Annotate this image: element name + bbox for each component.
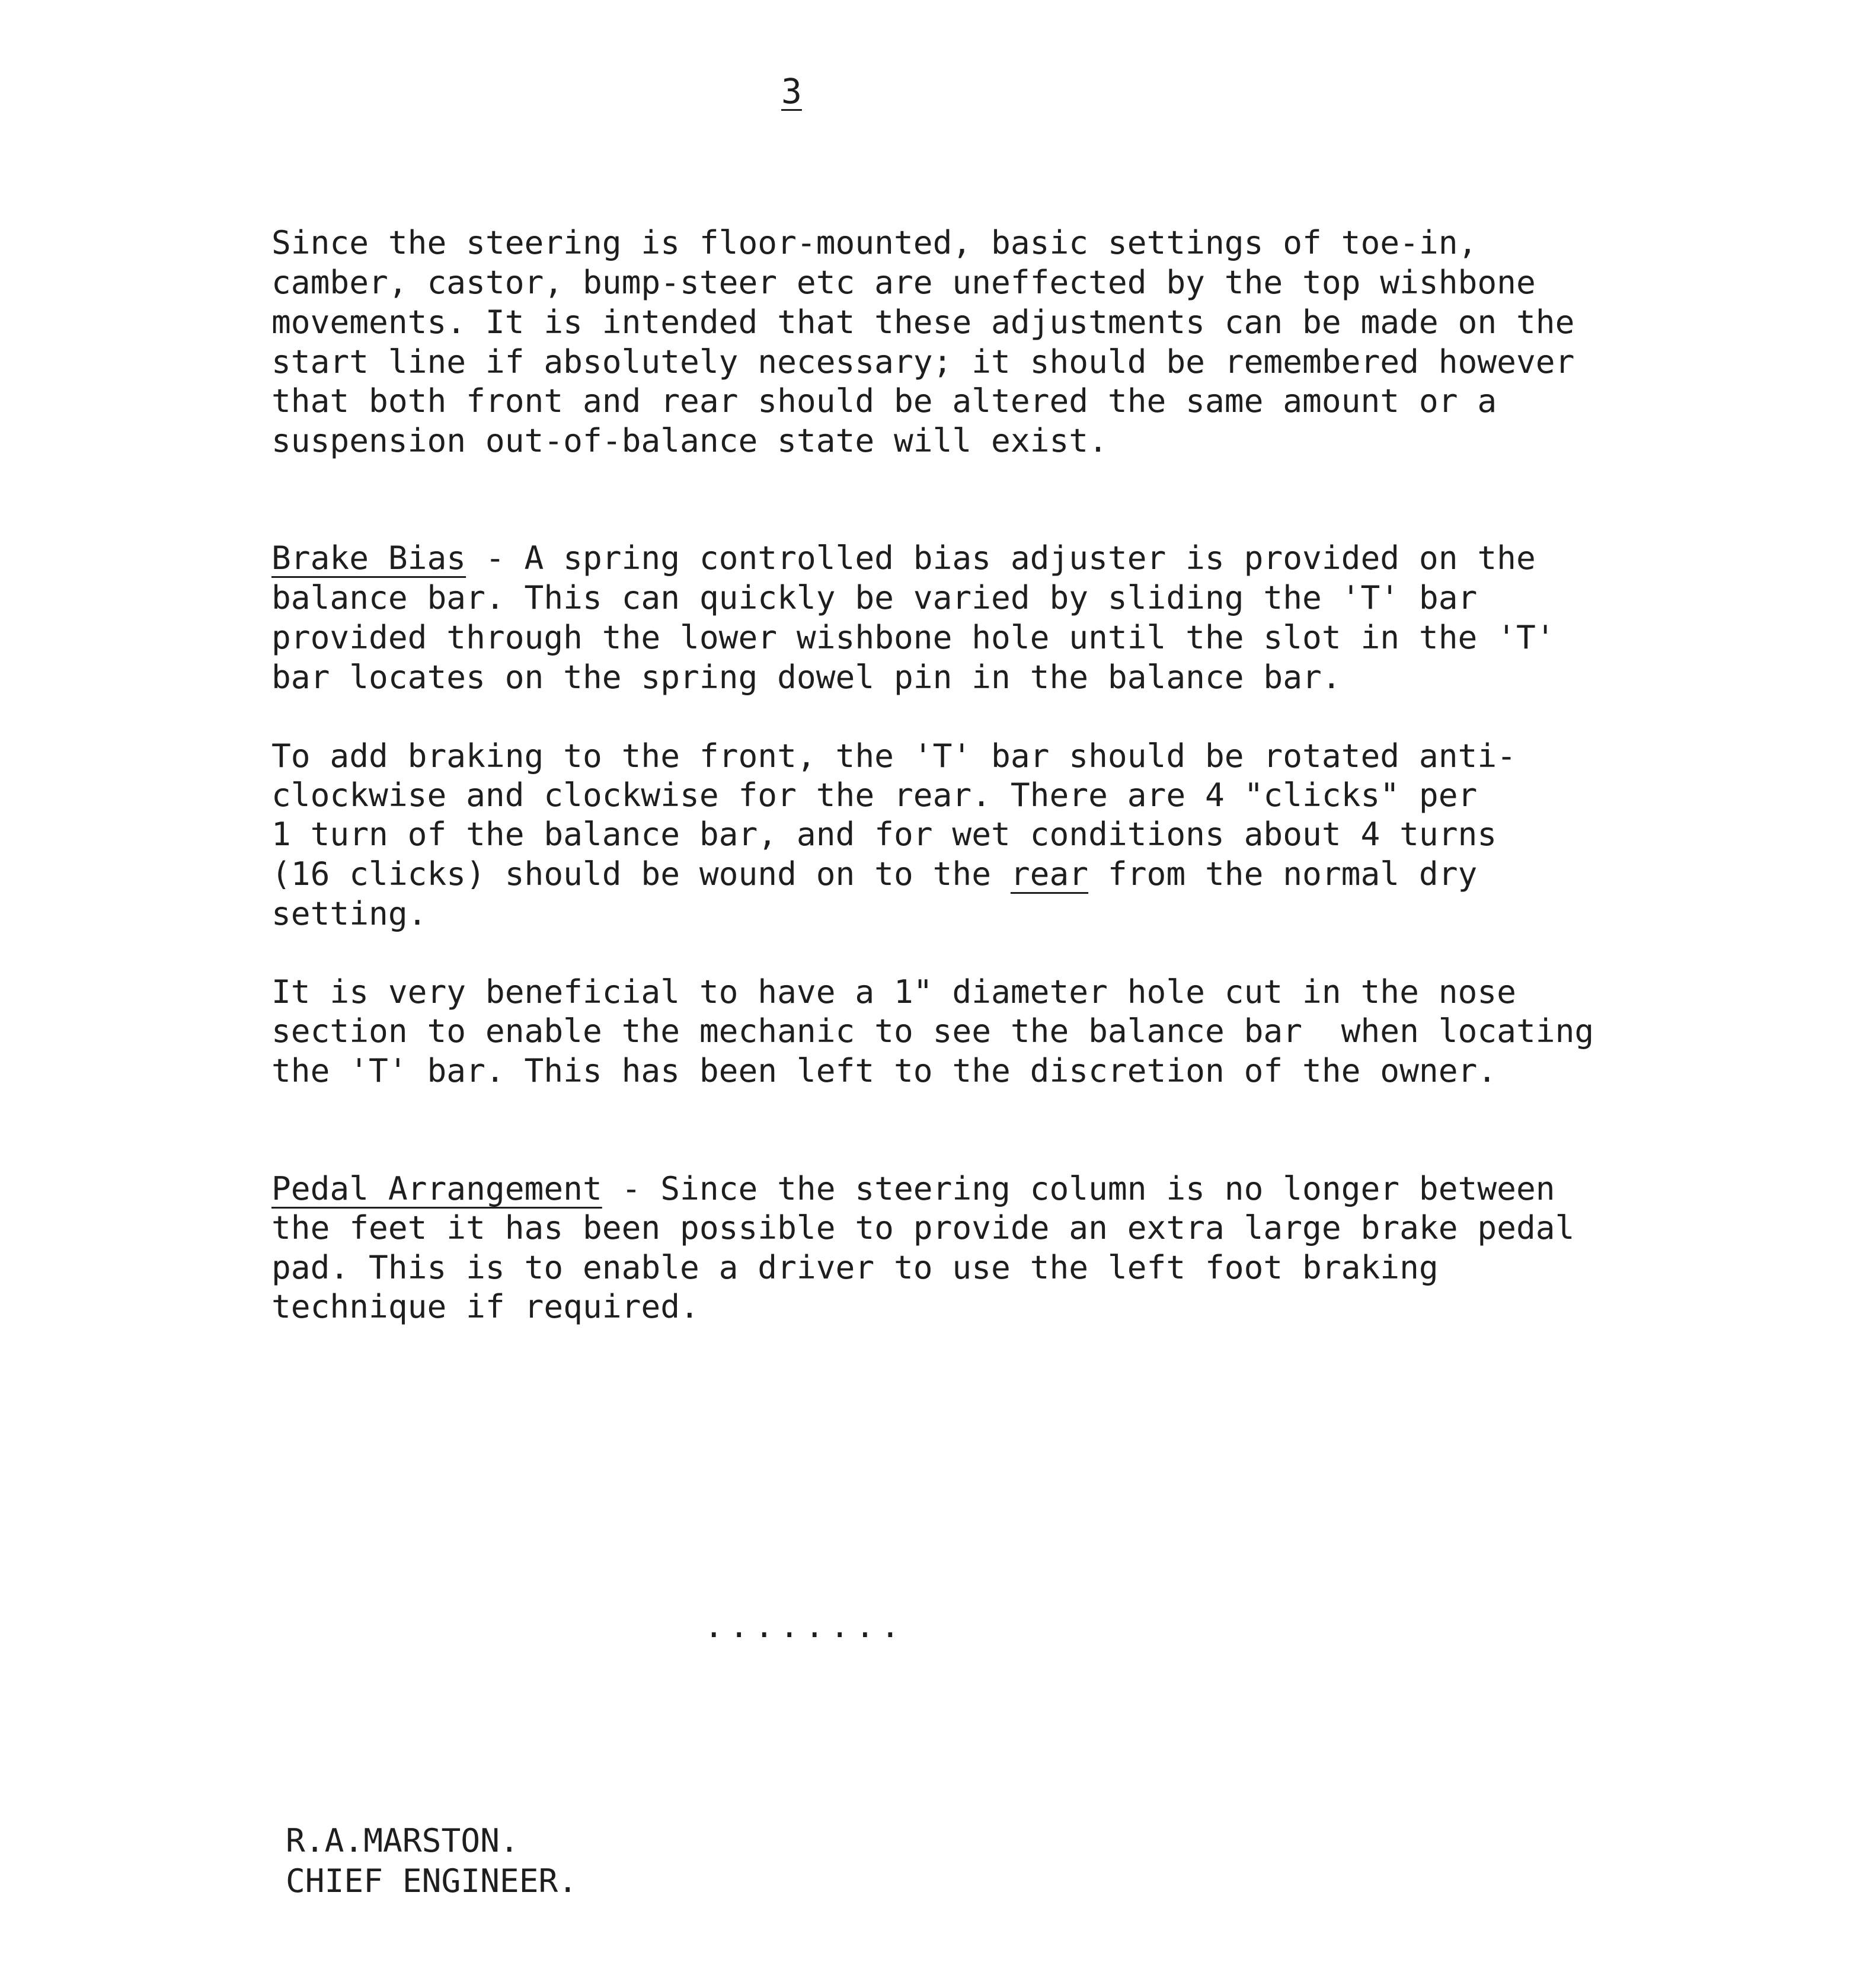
separator-dots: ........ (704, 1607, 906, 1645)
text-span: - Since the steering column is no longer between (602, 1169, 1555, 1207)
text-line: start line if absolutely necessary; it should be remembered however (271, 343, 1575, 381)
text-line: To add braking to the front, the 'T' bar should be rotated anti- (271, 737, 1516, 775)
text-span: (16 clicks) should be wound on to the (271, 855, 1011, 893)
section-heading-brake-bias: Brake Bias (271, 539, 466, 577)
text-line: bar locates on the spring dowel pin in the balance bar. (271, 658, 1341, 696)
text-line: provided through the lower wishbone hole until the slot in the 'T' (271, 618, 1555, 656)
text-line: clockwise and clockwise for the rear. There are 4 "clicks" per (271, 776, 1478, 814)
text-line: movements. It is intended that these adjustments can be made on the (271, 303, 1575, 341)
text-line: the feet it has been possible to provide an extra large brake pedal (271, 1209, 1575, 1247)
text-line (271, 1169, 1555, 1207)
text-line: the 'T' bar. This has been left to the discretion of the owner. (271, 1051, 1497, 1089)
text-line: 1 turn of the balance bar, and for wet conditions about 4 turns (271, 815, 1497, 853)
text-span: - A spring controlled bias adjuster is provided on the (466, 539, 1536, 577)
text-line: suspension out-of-balance state will exist. (271, 421, 1108, 459)
text-line (271, 855, 1478, 893)
text-line: pad. This is to enable a driver to use the left foot braking (271, 1248, 1439, 1286)
text-line: technique if required. (271, 1287, 699, 1325)
text-line: that both front and rear should be altered the same amount or a (271, 382, 1497, 420)
signature-name: R.A.MARSTON. (286, 1821, 519, 1859)
text-line: section to enable the mechanic to see the balance bar when locating (271, 1012, 1594, 1050)
text-line: Since the steering is floor-mounted, basic settings of toe-in, (271, 223, 1478, 261)
text-line: It is very beneficial to have a 1" diameter hole cut in the nose (271, 973, 1516, 1011)
text-line (271, 539, 1536, 577)
text-span: from the normal dry (1088, 855, 1478, 893)
page-number: 3 (781, 71, 802, 111)
text-line: setting. (271, 894, 427, 932)
text-line: camber, castor, bump-steer etc are uneffected by the top wishbone (271, 263, 1536, 301)
emphasis-rear: rear (1010, 855, 1089, 893)
signature-title: CHIEF ENGINEER. (286, 1862, 578, 1900)
section-heading-pedal-arrangement: Pedal Arrangement (271, 1169, 602, 1207)
text-line: balance bar. This can quickly be varied by sliding the 'T' bar (271, 578, 1478, 616)
